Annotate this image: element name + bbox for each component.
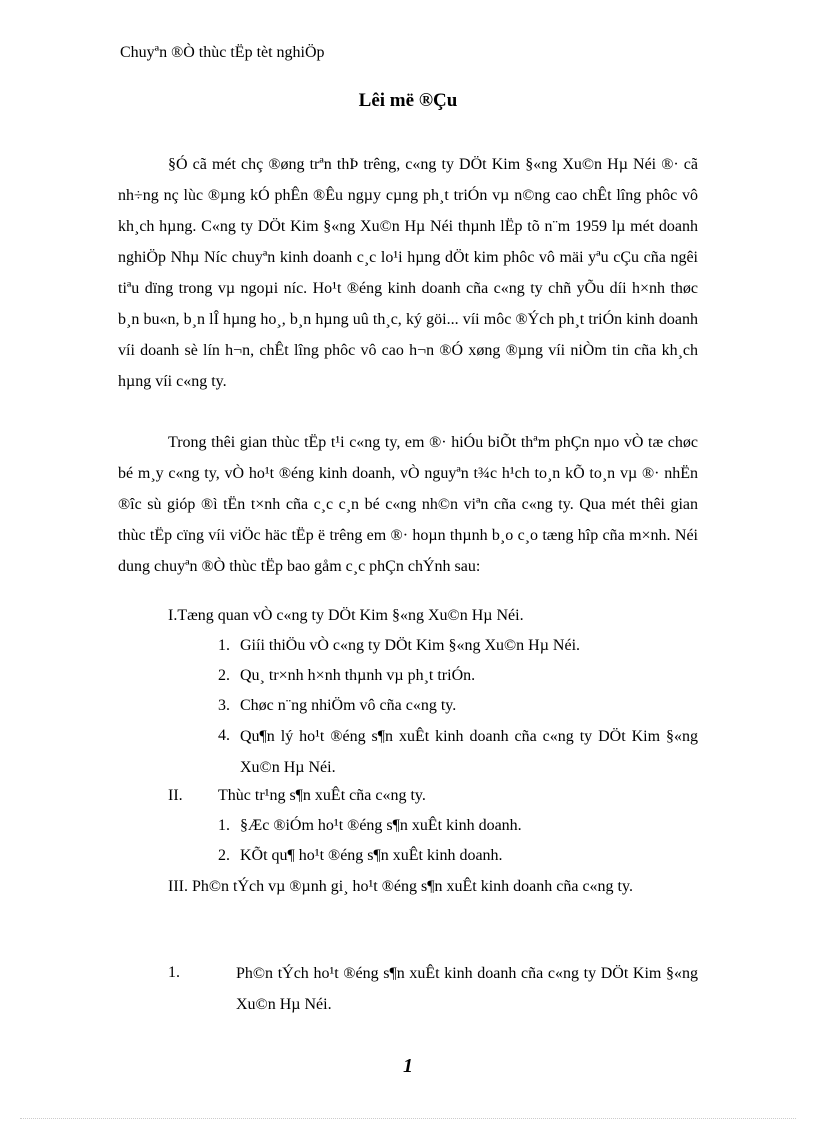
- list-item-number: 2.: [218, 667, 230, 684]
- running-header: Chuyªn ®Ò thùc tËp tèt nghiÖp: [120, 44, 325, 61]
- list-item-number: 2.: [218, 847, 230, 864]
- list-item: Chøc n¨ng nhiÖm vô cña c«ng ty.: [240, 697, 457, 714]
- list-item-number: 3.: [218, 697, 230, 714]
- list-item-number: 1.: [218, 817, 230, 834]
- internship-paragraph: Trong thêi gian thùc tËp t¹i c«ng ty, em ®· hiÓu biÕt thªm phÇn nµo vÒ tæ chøc bé m¸y c«ng ty, vÒ ho¹t ®éng kinh doanh, vÒ nguyªn t¾c h¹ch to¸n kÕ to¸n vµ ®· nhËn ®îc sù gióp ®ì tËn t×nh cña c¸c c¸n bé c«ng nh©n viªn cña c«ng ty. Qua mét thêi gian thùc tËp cïng víi viÖc häc tËp ë trêng em ®· hoµn thµnh b¸o c¸o tæng hîp cña m×nh. Néi dung chuyªn ®Ò thùc tËp bao gåm c¸c phÇn chÝnh sau:: [118, 434, 698, 575]
- list-item: Qu¸ tr×nh h×nh thµnh vµ ph¸t triÓn.: [240, 667, 476, 684]
- intro-paragraph: §Ó cã mét chç ®øng trªn thÞ trêng, c«ng ty DÖt Kim §«ng Xu©n Hµ Néi ®· cã nh÷ng nç lùc ®µng kÓ phÊn ®Êu ngµy cµng ph¸t triÓn vµ n©ng cao chÊt lîng phôc vô kh¸ch hµng. C«ng ty DÖt Kim §«ng Xu©n Hµ Néi thµnh lËp tõ n¨m 1959 lµ mét doanh nghiÖp Nhµ Níc chuyªn kinh doanh c¸c lo¹i hµng dÖt kim phôc vô mäi yªu cÇu cña ngêi tiªu dïng trong vµ ngoµi níc. Ho¹t ®éng kinh doanh cña c«ng ty chñ yÕu díi h×nh thøc b¸n bu«n, b¸n lÎ hµng ho¸, b¸n hµng uû th¸c, ký göi... víi môc ®Ých ph¸t triÓn kinh doanh víi doanh sè lín h¬n, chÊt lîng phôc vô cao h¬n ®Ó xøng ®µng víi niÒm tin cña kh¸ch hµng víi c«ng ty.: [118, 156, 698, 390]
- list-item: §Æc ®iÓm ho¹t ®éng s¶n xuÊt kinh doanh.: [240, 817, 522, 834]
- list-item-number: 4.: [218, 727, 230, 744]
- section-numeral-2: II.: [168, 787, 183, 804]
- list-item: Qu¶n lý ho¹t ®éng s¶n xuÊt kinh doanh cña c«ng ty DÖt Kim §«ng Xu©n Hµ Néi.: [240, 728, 698, 776]
- section-heading-1: I.Tæng quan vÒ c«ng ty DÖt Kim §«ng Xu©n Hµ Néi.: [168, 607, 524, 624]
- page-title: Lêi më ®Çu: [358, 90, 458, 111]
- list-item-number: 1.: [168, 964, 180, 981]
- page-bottom-divider: [20, 1118, 796, 1119]
- section-heading-3: III. Ph©n tÝch vµ ®µnh gi¸ ho¹t ®éng s¶n xuÊt kinh doanh cña c«ng ty.: [168, 878, 633, 895]
- list-item: KÕt qu¶ ho¹t ®éng s¶n xuÊt kinh doanh.: [240, 847, 503, 864]
- section-heading-2: Thùc tr¹ng s¶n xuÊt cña c«ng ty.: [218, 787, 426, 804]
- list-item-number: 1.: [218, 637, 230, 654]
- list-item: Ph©n tÝch ho¹t ®éng s¶n xuÊt kinh doanh cña c«ng ty DÖt Kim §«ng Xu©n Hµ Néi.: [236, 965, 698, 1013]
- page-number: 1: [403, 1055, 413, 1077]
- list-item: Giíi thiÖu vÒ c«ng ty DÖt Kim §«ng Xu©n Hµ Néi.: [240, 637, 581, 654]
